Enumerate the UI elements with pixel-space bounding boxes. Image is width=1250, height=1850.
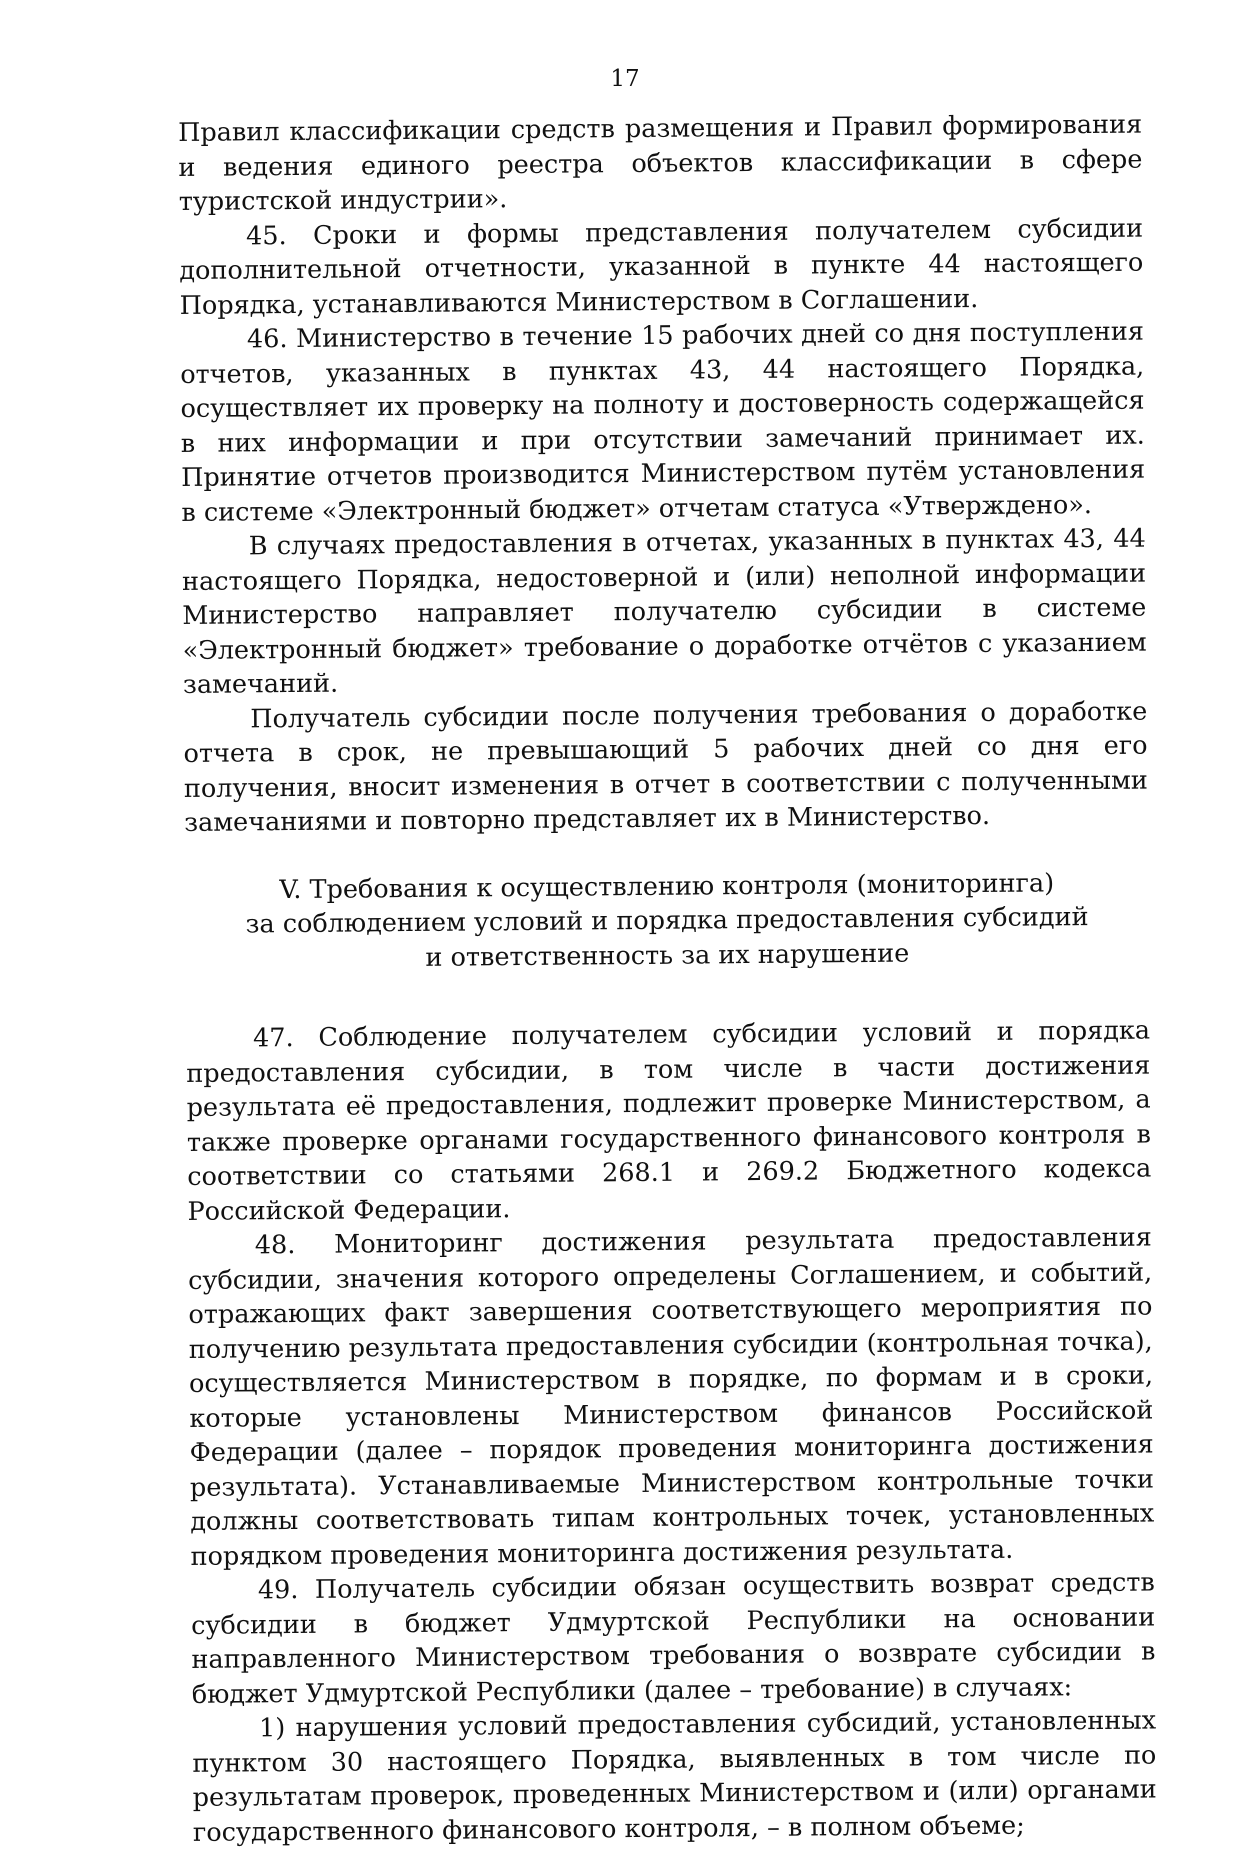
document-body [178, 108, 1157, 1850]
paragraph-46-cases: В случаях предоставления в отчетах, указанных в пунктах 43, 44 настоящего Порядка, недостоверной и (или) неполной информации Министерство направляет получателю субсидии в системе «Электронный бюджет» требование о доработке отчётов с указанием замечаний. [181, 523, 1147, 700]
section-heading [185, 865, 1150, 977]
paragraph-48: 48. Мониторинг достижения результата предоставления субсидии, значения которого определены Соглашением, и событий, отражающих факт завершения соответствующего мероприятия по получению результата предоставления субсидии (контрольная точка), осуществляется Министерством в порядке, по формам и в сроки, которые установлены Министерством финансов Российской Федерации (далее – порядок проведения мониторинга достижения результата). Устанавливаемые Министерством контрольные точки должны соответствовать типам контрольных точек, установленных порядком проведения мониторинга достижения результата. [188, 1222, 1155, 1572]
paragraph-49: 49. Получатель субсидии обязан осуществить возврат средств субсидии в бюджет Удмуртской Республики на основании направленного Министерством требования о возврате субсидии в бюджет Удмуртской Республики (далее – требование) в случаях: [191, 1567, 1156, 1710]
paragraph-49-item-1: 1) нарушения условий предоставления субсидий, установленных пунктом 30 настоящего Порядка, выявленных в том числе по результатам проверок, проведенных Министерством и (или) органами государственного финансового контроля, – в полном объеме; [192, 1705, 1157, 1848]
paragraph-continuation: Правил классификации средств размещения и Правил формирования и ведения единого реестра объектов классификации в сфере туристской индустрии». [178, 109, 1143, 217]
paragraphs-top [178, 108, 1148, 841]
paragraph-46-recipient: Получатель субсидии после получения требования о доработке отчета в срок, не превышающий 5 рабочих дней со дня его получения, вносит изменения в отчет в соответствии с полученными замечаниями и повторно представляет их в Министерство. [183, 696, 1148, 838]
paragraph-47: 47. Соблюдение получателем субсидии условий и порядка предоставления субсидии, в том числе в части достижения результата её предоставления, подлежит проверке Министерством, а также проверке органами государственного финансового контроля в соответствии со статьями 268.1 и 269.2 Бюджетного кодекса Российской Федерации. [186, 1015, 1152, 1227]
paragraph-45: 45. Сроки и формы представления получателем субсидии дополнительной отчетности, указанной в пункте 44 настоящего Порядка, устанавливаются Министерством в Соглашении. [179, 213, 1144, 321]
page-number: 17 [610, 66, 640, 92]
paragraphs-bottom [186, 1014, 1157, 1850]
section-heading-line-1: V. Требования к осуществлению контроля (мониторинга) [279, 867, 1055, 905]
section-heading-line-3: и ответственность за их нарушение [425, 938, 910, 973]
section-heading-line-2: за соблюдением условий и порядка предоставления субсидий [245, 902, 1089, 940]
paragraph-46: 46. Министерство в течение 15 рабочих дней со дня поступления отчетов, указанных в пунктах 43, 44 настоящего Порядка, осуществляет их проверку на полноту и достоверность содержащейся в них информации и при отсутствии замечаний принимает их. Принятие отчетов производится Министерством путём установления в системе «Электронный бюджет» отчетам статуса «Утверждено». [180, 316, 1146, 528]
